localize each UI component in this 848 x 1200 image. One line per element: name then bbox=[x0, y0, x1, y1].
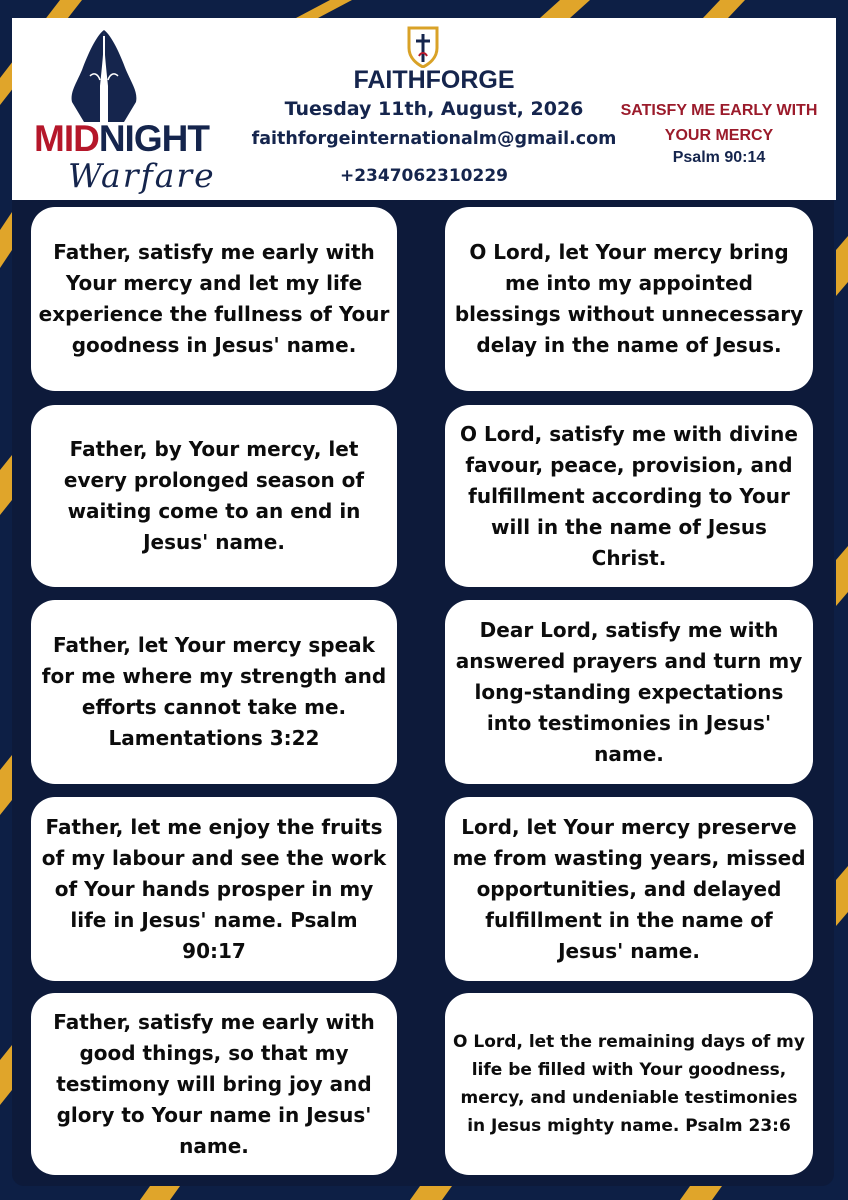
prayer-card bbox=[31, 405, 397, 587]
theme-verse: Psalm 90:14 bbox=[672, 149, 766, 166]
prayer-card bbox=[445, 207, 813, 391]
prayer-card bbox=[445, 600, 813, 784]
prayer-text: Lord, let Your mercy preserve me from wasting years, missed opportunities, and delayed fulfillment in the name of Jesus' name. bbox=[452, 814, 806, 963]
theme-line-2: YOUR MERCY bbox=[664, 127, 774, 144]
date-text: Tuesday 11th, August, 2026 bbox=[284, 98, 584, 120]
prayer-text: O Lord, let Your mercy bring me into my appointed blessings without unnecessary delay in the name of Jesus. bbox=[454, 240, 804, 357]
crest-cross-icon bbox=[405, 26, 441, 68]
prayer-text: Dear Lord, satisfy me with answered prayers and turn my long-standing expectations into testimonies in Jesus' name. bbox=[455, 617, 803, 766]
prayer-text: Father, let Your mercy speak for me where my strength and efforts cannot take me. Lamentations 3:22 bbox=[41, 633, 387, 750]
brand-name: FAITHFORGE bbox=[353, 66, 515, 94]
prayer-card bbox=[31, 207, 397, 391]
prayer-text: O Lord, let the remaining days of my life be filled with Your goodness, mercy, and undeniable testimonies in Jesus mighty name. Psalm 23:6 bbox=[453, 1032, 805, 1136]
prayer-text: Father, by Your mercy, let every prolonged season of waiting come to an end in Jesus' name. bbox=[63, 437, 365, 554]
prayer-card bbox=[31, 797, 397, 981]
prayer-text: Father, satisfy me early with Your mercy and let my life experience the fullness of Your goodness in Jesus' name. bbox=[38, 240, 390, 357]
prayer-card bbox=[31, 993, 397, 1175]
header bbox=[12, 18, 836, 200]
prayer-card bbox=[31, 600, 397, 784]
theme-title bbox=[596, 98, 842, 148]
prayer-text: Father, let me enjoy the fruits of my labour and see the work of Your hands prosper in my life in Jesus' name. Psalm 90:17 bbox=[41, 814, 387, 963]
logo-script: Warfare bbox=[68, 156, 216, 195]
prayer-text: Father, satisfy me early with good things, so that my testimony will bring joy and glory to Your name in Jesus' name. bbox=[53, 1009, 375, 1158]
prayer-text: O Lord, satisfy me with divine favour, peace, provision, and fulfillment according to Your will in the name of Jesus Christ. bbox=[460, 421, 798, 570]
prayer-card bbox=[445, 993, 813, 1175]
praying-hands-icon bbox=[64, 26, 144, 124]
logo-wordmark: MIDNIGHT bbox=[34, 118, 209, 159]
email-text: faithforgeinternationalm@gmail.com bbox=[251, 129, 617, 149]
prayer-card bbox=[445, 405, 813, 587]
phone-text: +2347062310229 bbox=[339, 166, 509, 186]
prayer-card bbox=[445, 797, 813, 981]
theme-line-1: SATISFY ME EARLY WITH bbox=[620, 102, 818, 119]
